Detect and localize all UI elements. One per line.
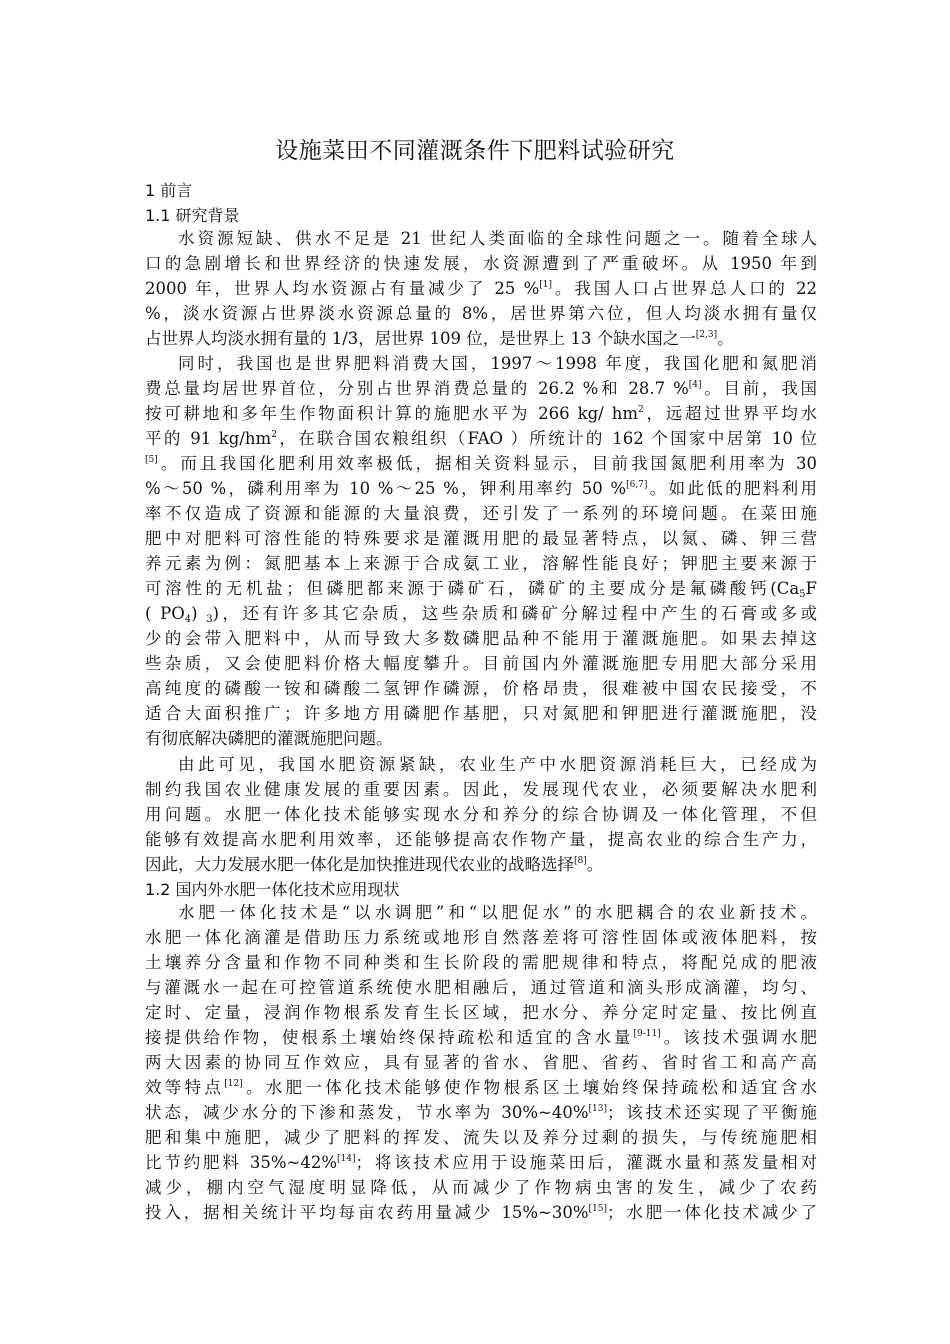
text-span: 。如此低的肥料利用: [647, 479, 818, 498]
paragraph-line: 用问题。水肥一体化技术能够实现水分和养分的综合协调及一体化管理，不但: [145, 805, 817, 824]
paragraph-line: 同时，我国也是世界肥料消费大国，1997～1998 年度，我国化肥和氮肥消: [178, 354, 817, 373]
paragraph-line: 制约我国农业健康发展的重要因素。因此，发展现代农业，必须要解决水肥利: [145, 780, 817, 799]
superscript: 2: [271, 430, 277, 440]
text-span: 。: [586, 855, 604, 874]
subsection-heading-status: 1.2 国内外水肥一体化技术应用现状: [145, 880, 400, 899]
text-span: ): [191, 604, 207, 623]
text-span: 。: [717, 329, 734, 348]
paragraph-line: [145, 1150, 817, 1175]
text-span: 。水肥一体化技术能够使作物根系区土壤始终保持疏松和适宜含水: [242, 1078, 818, 1097]
paragraph-line: 减少，棚内空气湿度明显降低，从而减少了作物病虫害的发生，减少了农药: [145, 1178, 817, 1197]
text-span: F: [805, 579, 817, 598]
text-span: 。而且我国化肥利用效率极低，据相关资料显示，目前我国氮肥利用率为 30: [157, 454, 817, 473]
text-span: 费总量均居世界首位，分别占世界消费总量的 26.2 %和 28.7 %: [145, 379, 689, 398]
paragraph-line: [145, 1075, 817, 1100]
text-span: 接提供给作物，使根系土壤始终保持疏松和适宜的含水量: [145, 1028, 634, 1047]
citation-ref: [1]: [539, 280, 553, 290]
paragraph-line: %，淡水资源占世界淡水资源总量的 8%，居世界第六位，但人均淡水拥有量仅: [145, 304, 817, 323]
text-span: ；该技术还实现了平衡施: [607, 1103, 817, 1122]
paragraph-line: 与灌溉水一起在可控管道系统使水肥相融后，通过管道和滴头形成滴灌，均匀、: [145, 978, 817, 997]
paragraph-line: 肥和集中施肥，减少了肥料的挥发、流失以及养分过剩的损失，与传统施肥相: [145, 1128, 817, 1147]
subscript: 5: [799, 589, 806, 600]
paragraph-line: 有彻底解决磷肥的灌溉施肥问题。: [145, 729, 393, 748]
paragraph-line: [145, 276, 817, 301]
text-span: ( PO: [145, 604, 185, 623]
text-span: ，远超过世界平均水: [643, 404, 818, 423]
text-span: )，还有许多其它杂质，这些杂质和磷矿分解过程中产生的石膏或多或: [212, 604, 818, 623]
subscript: 3: [206, 614, 213, 625]
paragraph-line: 能够有效提高水肥利用效率，还能够提高农作物产量，提高农业的综合生产力，: [145, 830, 817, 849]
text-span: 可溶性的无机盐；但磷肥都来源于磷矿石，磷矿的主要成分是氟磷酸钙(Ca: [145, 579, 800, 598]
paragraph-line: 高纯度的磷酸一铵和磷酸二氢钾作磷源，价格昂贵，很难被中国农民接受，不: [145, 679, 817, 698]
text-span: 2000 年，世界人均水资源占有量减少了 25 %: [145, 279, 540, 298]
paragraph-line: [145, 326, 817, 351]
text-span: 按可耕地和多年生作物面积计算的施肥水平为 266 kg/ hm: [145, 404, 638, 423]
text-span: 效等特点: [145, 1078, 225, 1097]
paragraph-line: 水肥一体化滴灌是借助压力系统或地形自然落差将可溶性固体或液体肥料，按: [145, 928, 817, 947]
text-span: 。我国人口占世界总人口的 22: [552, 279, 817, 298]
document-title: 设施菜田不同灌溉条件下肥料试验研究: [275, 138, 675, 164]
paragraph-line: 少的会带入肥料中，从而导致大多数磷肥品种不能用于灌溉施肥。如果去掉这: [145, 629, 817, 648]
text-span: ；水肥一体化技术减少了: [607, 1203, 817, 1222]
paragraph-line: 些杂质，又会使肥料价格大幅度攀升。目前国内外灌溉施肥专用肥大部分采用: [145, 654, 817, 673]
paragraph-line: [145, 476, 817, 501]
paragraph-line: 土壤养分含量和作物不同种类和生长阶段的需肥规律和特点，将配兑成的肥液: [145, 953, 817, 972]
citation-ref: [12]: [224, 1079, 243, 1089]
paragraph-line: 养元素为例：氮肥基本上来源于合成氨工业，溶解性能良好；钾肥主要来源于: [145, 554, 817, 573]
text-span: ；将该技术应用于设施菜田后，灌溉水量和蒸发量相对: [355, 1153, 818, 1172]
text-span: 状态，减少水分的下渗和蒸发，节水率为 30%~40%: [145, 1103, 589, 1122]
text-span: 投入，据相关统计平均每亩农药用量减少 15%~30%: [145, 1203, 589, 1222]
superscript: 2: [637, 405, 644, 415]
paragraph-line: [145, 451, 817, 476]
citation-ref: [9-11]: [633, 1029, 661, 1039]
text-span: 比节约肥料 35%~42%: [145, 1153, 338, 1172]
paragraph-line: [145, 376, 817, 401]
paragraph-line: 率不仅造成了资源和能源的大量浪费，还引发了一系列的环境问题。在菜田施: [145, 504, 817, 523]
citation-ref: [2,3]: [695, 330, 718, 340]
citation-ref: [6,7]: [626, 480, 648, 490]
paragraph-line: [145, 1100, 817, 1125]
text-span: 因此，大力发展水肥一体化是加快推进现代农业的战略选择: [145, 855, 574, 874]
section-heading-intro: 1 前言: [145, 181, 193, 200]
paragraph-line: [145, 1025, 817, 1050]
paragraph-line: 肥中对肥料可溶性能的特殊要求是灌溉用肥的最显著特点，以氮、磷、钾三营: [145, 529, 817, 548]
text-span: 平的 91 kg/hm: [145, 429, 272, 448]
citation-ref: [8]: [574, 856, 587, 866]
paragraph-line: [145, 576, 817, 601]
subscript: 4: [184, 614, 192, 625]
paragraph-line: [145, 852, 817, 877]
paragraph-line: 水资源短缺、供水不足是 21 世纪人类面临的全球性问题之一。随着全球人: [178, 229, 817, 248]
citation-ref: [5]: [145, 455, 158, 465]
paragraph-line: 水肥一体化技术是“以水调肥”和“以肥促水”的水肥耦合的农业新技术。: [178, 903, 817, 922]
paragraph-line: [145, 426, 817, 451]
text-span: ，在联合国农粮组织（FAO ）所统计的 162 个国家中居第 10 位: [276, 429, 817, 448]
paragraph-line: [145, 601, 817, 626]
text-span: %～50 %，磷利用率为 10 %～25 %，钾利用率约 50 %: [145, 479, 627, 498]
citation-ref: [15]: [588, 1204, 608, 1214]
paragraph-line: 由此可见，我国水肥资源紧缺，农业生产中水肥资源消耗巨大，已经成为: [178, 755, 817, 774]
paragraph-line: 定时、定量，浸润作物根系发育生长区域，把水分、养分定时定量、按比例直: [145, 1003, 817, 1022]
subsection-heading-background: 1.1 研究背景: [145, 206, 240, 225]
text-span: 。该技术强调水肥: [660, 1028, 818, 1047]
paragraph-line: 两大因素的协同互作效应，具有显著的省水、省肥、省药、省时省工和高产高: [145, 1053, 817, 1072]
text-span: 。目前，我国: [701, 379, 818, 398]
citation-ref: [4]: [688, 380, 702, 390]
citation-ref: [13]: [588, 1104, 608, 1114]
text-span: 占世界人均淡水拥有量的 1/3，居世界 109 位，是世界上 13 个缺水国之一: [145, 329, 696, 348]
paragraph-line: [145, 1200, 817, 1225]
paragraph-line: [145, 401, 817, 426]
paragraph-line: 适合大面积推广；许多地方用磷肥作基肥，只对氮肥和钾肥进行灌溉施肥，没: [145, 704, 817, 723]
citation-ref: [14]: [337, 1154, 356, 1164]
paragraph-line: 口的急剧增长和世界经济的快速发展，水资源遭到了严重破坏。从 1950 年到: [145, 254, 817, 273]
